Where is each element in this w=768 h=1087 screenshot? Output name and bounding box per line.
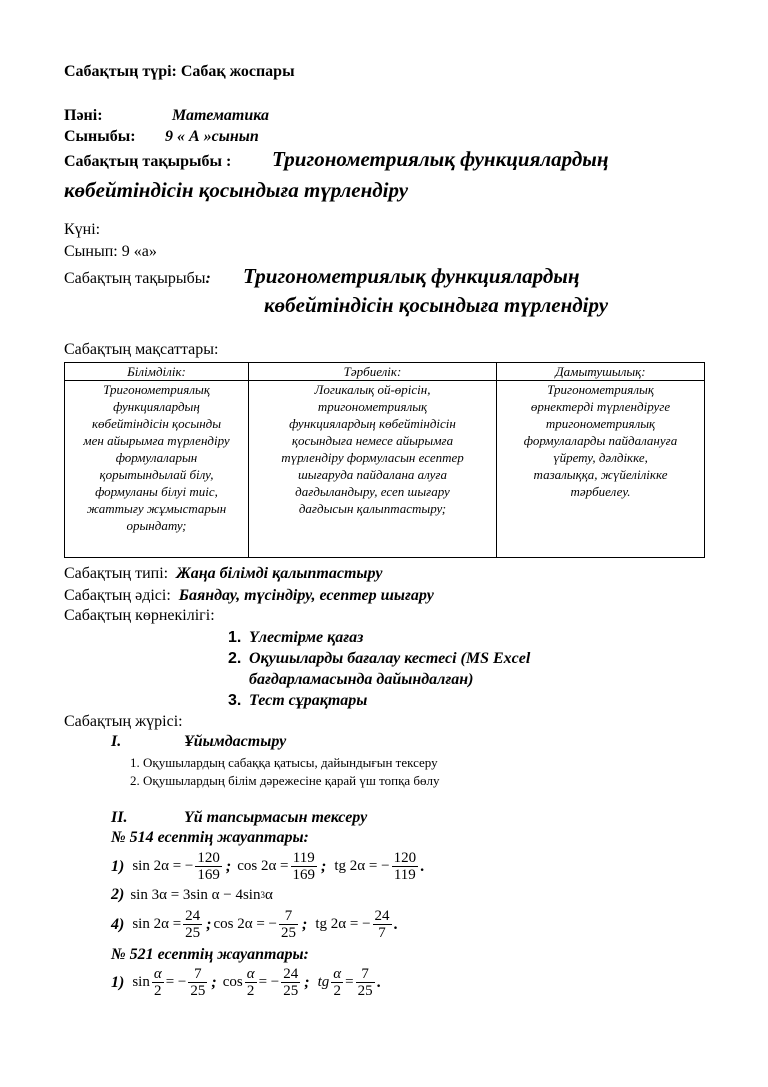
numerator: 7 (356, 966, 375, 983)
answer-label: 1) (111, 857, 125, 875)
goals-table-row (65, 381, 705, 558)
section2-title: Үй тапсырмасын тексеру (184, 809, 368, 826)
separator: ; (302, 915, 308, 933)
cell-line: формуланы білуі тиіс, (95, 484, 218, 499)
cell-line: тәрбиелеу. (570, 484, 631, 499)
cell-line: мен айырымға түрлендіру (83, 433, 230, 448)
section1-item-1: 1. Оқушылардың сабаққа қатысы, дайындығын тексеру (130, 755, 438, 770)
denominator: 169 (292, 867, 316, 883)
fraction (152, 966, 164, 999)
fraction (356, 966, 375, 999)
lesson-method-label: Сабақтың әдісі: (64, 587, 171, 604)
separator: ; (206, 915, 212, 933)
cell-line: жаттығу жұмыстарын (86, 501, 227, 516)
numerator: α (153, 966, 162, 982)
cell-line: функциялардың көбейтіндісін (289, 416, 456, 431)
class-label: Сыныбы: (64, 128, 136, 145)
lesson-kind-value: Жаңа білімді қалыптастыру (176, 565, 383, 582)
cell-line: формулаларды пайдалануға (523, 433, 678, 448)
math-expr: tg 2α = − (315, 916, 371, 932)
math-expr: sin 3α = 3sin α − 4sin (130, 886, 261, 903)
fraction (291, 850, 318, 883)
goals-table (64, 362, 705, 558)
end-dot: . (420, 857, 425, 875)
topic2-label (64, 270, 211, 288)
goals-cell-upbringing (249, 381, 497, 558)
numerator: α (246, 966, 255, 982)
numerator: α (333, 966, 342, 982)
subject-label: Пәні: (64, 107, 103, 124)
numerator: 7 (279, 908, 298, 925)
class-value: 9 « А »сынып (165, 128, 259, 145)
denominator: 7 (378, 925, 386, 941)
denominator: 2 (246, 983, 255, 999)
math-expr: sin 2α = − (132, 858, 194, 874)
separator: ; (211, 973, 217, 991)
topic2-value-line2: көбейтіндісін қосындыға түрлендіру (264, 293, 609, 317)
separator: ; (304, 973, 310, 991)
lesson-type-line: Сабақтың түрі: Сабақ жоспары (64, 63, 295, 80)
math-expr: = − (165, 974, 187, 990)
cell-line: тазалыққа, жүйелілікке (533, 467, 668, 482)
numerator: 24 (374, 908, 390, 924)
section1-num: I. (111, 733, 122, 750)
section1-title: Ұйымдастыру (184, 733, 287, 750)
visual-aids-label: Сабақтың көрнекілігі: (64, 607, 215, 624)
ex514-answer-1 (111, 850, 424, 883)
section1-item-2: 2. Оқушылардың білім дәрежесіне қарай үш топқа бөлу (130, 773, 440, 788)
visual-aid-num-1: 1. (228, 629, 242, 646)
math-expr: cos 2α = (237, 858, 289, 874)
lesson-kind-line (64, 565, 382, 583)
cell-line: үйрету, дәлдікке, (553, 450, 648, 465)
cell-line: Тригонометриялық (103, 382, 210, 397)
goals-label: Сабақтың мақсаттары: (64, 341, 219, 358)
fraction (281, 966, 300, 999)
denominator: 25 (283, 983, 299, 999)
numerator: 7 (188, 966, 207, 983)
math-expr: tg 2α = − (334, 858, 390, 874)
numerator: 120 (393, 850, 417, 866)
goals-cell-educational (65, 381, 249, 558)
cell-line: тригонометриялық (545, 416, 656, 431)
visual-aid-num-3: 3. (228, 692, 242, 709)
goals-header-upbringing: Тәрбиелік: (249, 363, 497, 381)
visual-aid-text-1: Үлестірме қағаз (249, 629, 364, 646)
topic2-colon: : (205, 270, 211, 287)
topic2-value-line1: Тригонометриялық функциялардың (243, 264, 580, 288)
ex514-answer-4 (111, 908, 398, 941)
denominator: 25 (190, 983, 206, 999)
fraction (279, 908, 298, 941)
topic1-value-line2: көбейтіндісін қосындыға түрлендіру (64, 178, 409, 202)
visual-aid-text-3: Тест сұрақтары (249, 692, 368, 709)
exponent: 3 (260, 890, 265, 900)
cell-line: Логикалық ой-өрісін, (314, 382, 431, 397)
math-expr: = − (258, 974, 280, 990)
goals-cell-developmental (497, 381, 705, 558)
math-expr: tg (317, 974, 330, 990)
fraction (331, 966, 343, 999)
cell-line: қосындыға немесе айырымға (291, 433, 454, 448)
separator: ; (225, 857, 232, 875)
fraction (392, 850, 419, 883)
denominator: 169 (197, 867, 220, 883)
numerator: 120 (197, 850, 220, 866)
cell-line: қорытындылай білу, (99, 467, 214, 482)
math-expr: = (345, 974, 354, 990)
ex514-answer-2 (111, 886, 273, 904)
lesson-method-line (64, 587, 434, 605)
numerator: 24 (185, 908, 201, 924)
visual-aid-num-2: 2. (228, 650, 242, 667)
lesson-method-value: Баяндау, түсіндіру, есептер шығару (178, 587, 434, 604)
denominator: 2 (333, 983, 341, 999)
fraction (188, 966, 207, 999)
progress-label: Сабақтың жүрісі: (64, 713, 183, 730)
cell-line: түрлендіру формуласын есептер (281, 450, 464, 465)
cell-line: функциялардың (113, 399, 200, 414)
fraction (245, 966, 257, 999)
answer-label: 4) (111, 915, 125, 933)
numerator: 24 (283, 966, 299, 982)
topic1-value-line1: Тригонометриялық функциялардың (272, 147, 609, 171)
cell-line: тригонометриялық (317, 399, 428, 414)
cell-line: формулаларын (115, 450, 198, 465)
fraction (183, 908, 202, 941)
fraction (373, 908, 392, 941)
cell-line: көбейтіндісін қосынды (91, 416, 222, 431)
separator: ; (321, 857, 327, 875)
cell-line: дағдысын қалыптастыру; (298, 501, 447, 516)
date-label: Күні: (64, 221, 101, 238)
visual-aid-text-2: Оқушыларды бағалау кестесі (MS Excel (249, 650, 531, 667)
cell-line: дағдыландыру, есеп шығару (295, 484, 450, 499)
visual-aid-text-2b: бағдарламасында дайындалған) (249, 671, 474, 688)
subject-value: Математика (172, 107, 269, 124)
math-expr: cos 2α = − (213, 916, 278, 932)
ex521-title: № 521 есептің жауаптары: (111, 946, 309, 963)
topic1-label: Сабақтың тақырыбы : (64, 153, 232, 170)
denominator: 25 (185, 925, 201, 941)
goals-header-developmental: Дамытушылық: (497, 363, 705, 381)
denominator: 25 (357, 983, 373, 999)
section2-num: II. (111, 809, 128, 826)
answer-label: 2) (111, 886, 125, 903)
math-expr: sin (132, 974, 150, 990)
lesson-kind-label: Сабақтың типі: (64, 565, 169, 582)
answer-label: 1) (111, 973, 125, 991)
math-expr-tail: α (264, 886, 273, 903)
end-dot: . (393, 915, 398, 933)
math-expr: sin 2α = (132, 916, 182, 932)
class-line: Сынып: 9 «а» (64, 243, 157, 260)
ex521-answer-1 (111, 966, 381, 999)
end-dot: . (376, 973, 381, 991)
topic2-label-text: Сабақтың тақырыбы (64, 270, 206, 287)
math-expr: cos (222, 974, 243, 990)
denominator: 119 (393, 867, 416, 883)
fraction (195, 850, 222, 883)
cell-line: Тригонометриялық (547, 382, 654, 397)
denominator: 25 (281, 925, 297, 941)
ex514-title: № 514 есептің жауаптары: (111, 829, 309, 846)
goals-header-educational: Білімділік: (65, 363, 249, 381)
numerator: 119 (291, 850, 318, 867)
cell-line: өрнектерді түрлендіруге (530, 399, 671, 414)
cell-line: шығаруда пайдалана алуға (297, 467, 448, 482)
cell-line: орындату; (126, 518, 187, 533)
goals-table-header-row (65, 363, 705, 381)
denominator: 2 (154, 983, 162, 999)
